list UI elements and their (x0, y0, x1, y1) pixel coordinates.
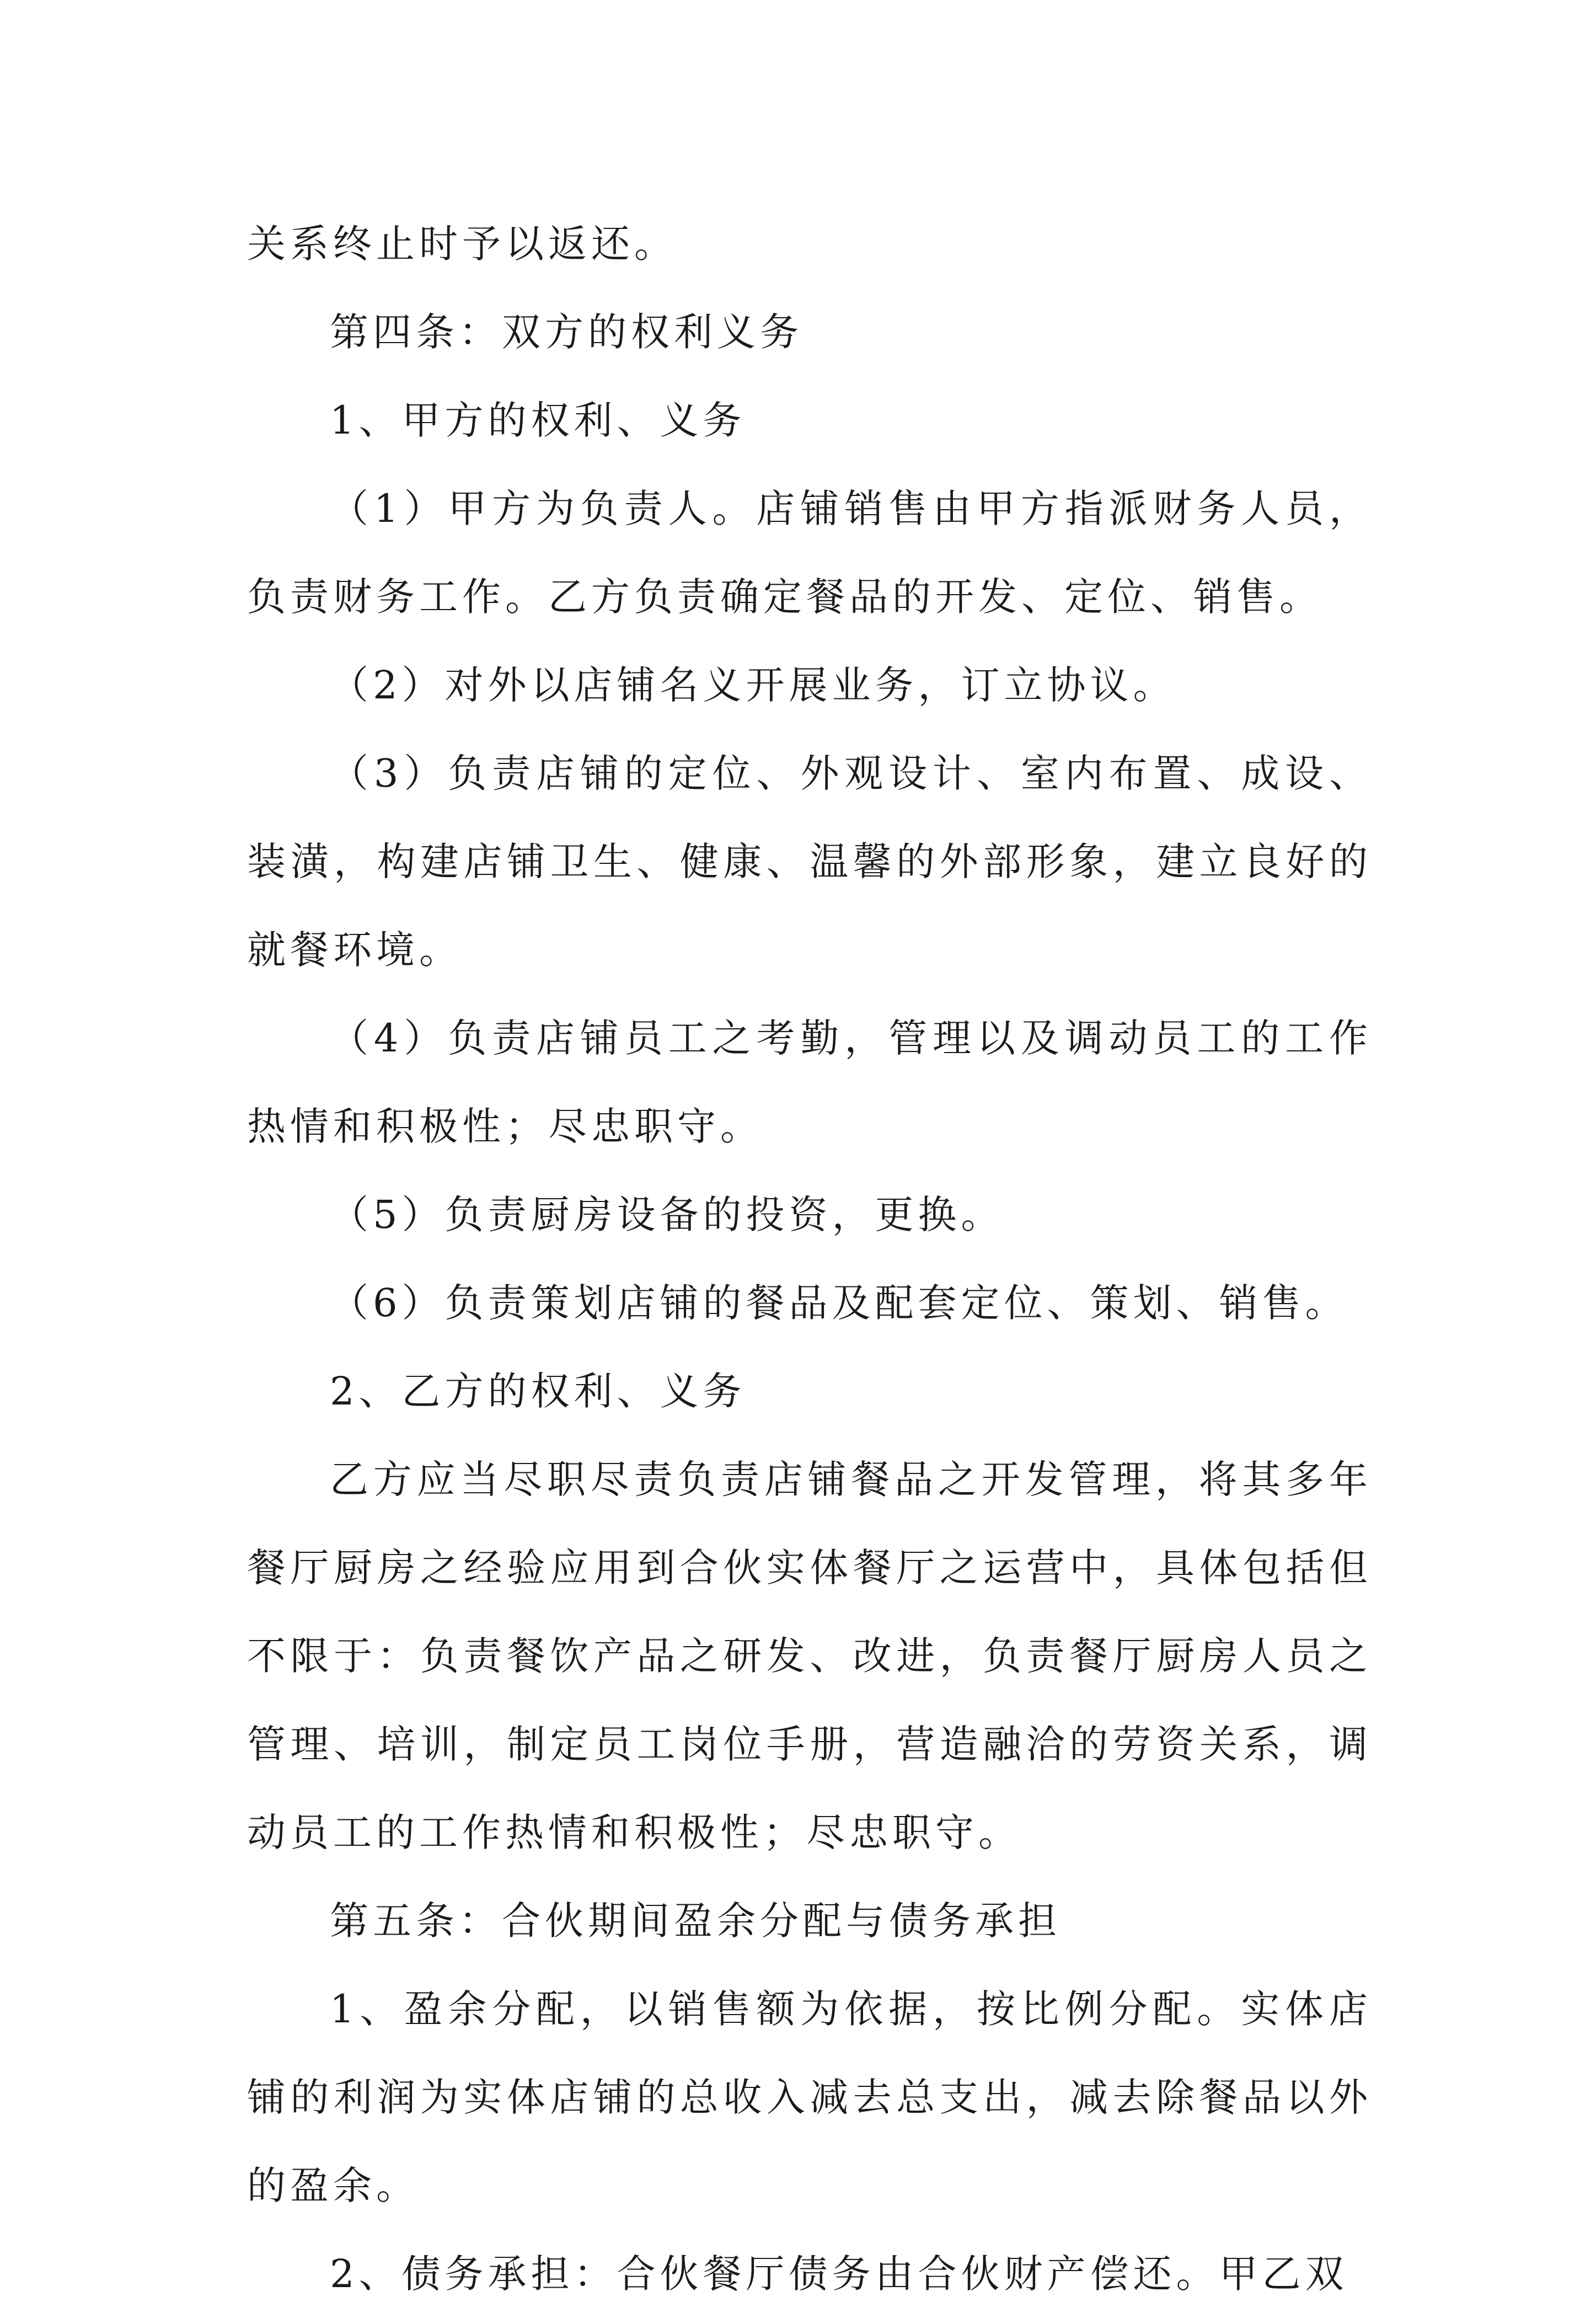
paragraph-8: （5）负责厨房设备的投资，更换。 (330, 1192, 1004, 1237)
paragraph-9: （6）负责策划店铺的餐品及配套定位、策划、销售。 (330, 1280, 1348, 1326)
paragraph-10: 2、乙方的权利、义务 (330, 1369, 746, 1414)
paragraph-6: （3）负责店铺的定位、外观设计、室内布置、成设、装潢，构建店铺卫生、健康、温馨的外部形象，建立良好的就餐环境。 (247, 751, 1372, 973)
paragraph-4: （1）甲方为负责人。店铺销售由甲方指派财务人员，负责财务工作。乙方负责确定餐品的开发、定位、销售。 (247, 486, 1372, 619)
paragraph-11: 乙方应当尽职尽责负责店铺餐品之开发管理，将其多年餐厅厨房之经验应用到合伙实体餐厅之运营中，具体包括但不限于：负责餐饮产品之研发、改进，负责餐厅厨房人员之管理、培训，制定员工岗位手册，营造融洽的劳资关系，调动员工的工作热情和积极性；尽忠职守。 (247, 1457, 1372, 1855)
document-body (247, 200, 1372, 2318)
paragraph-14: 2、债务承担：合伙餐厅债务由合伙财产偿还。甲乙双 (330, 2251, 1348, 2296)
paragraph-13: 1、盈余分配，以销售额为依据，按比例分配。实体店铺的利润为实体店铺的总收入减去总支出，减去除餐品以外的盈余。 (247, 1986, 1372, 2208)
paragraph-1: 关系终止时予以返还。 (247, 221, 677, 266)
paragraph-3: 1、甲方的权利、义务 (330, 398, 746, 443)
paragraph-5: （2）对外以店铺名义开展业务，订立协议。 (330, 663, 1176, 708)
paragraph-12: 第五条：合伙期间盈余分配与债务承担 (330, 1898, 1061, 1943)
paragraph-2: 第四条：双方的权利义务 (330, 309, 803, 355)
paragraph-7: （4）负责店铺员工之考勤，管理以及调动员工的工作热情和积极性；尽忠职守。 (247, 1016, 1372, 1149)
